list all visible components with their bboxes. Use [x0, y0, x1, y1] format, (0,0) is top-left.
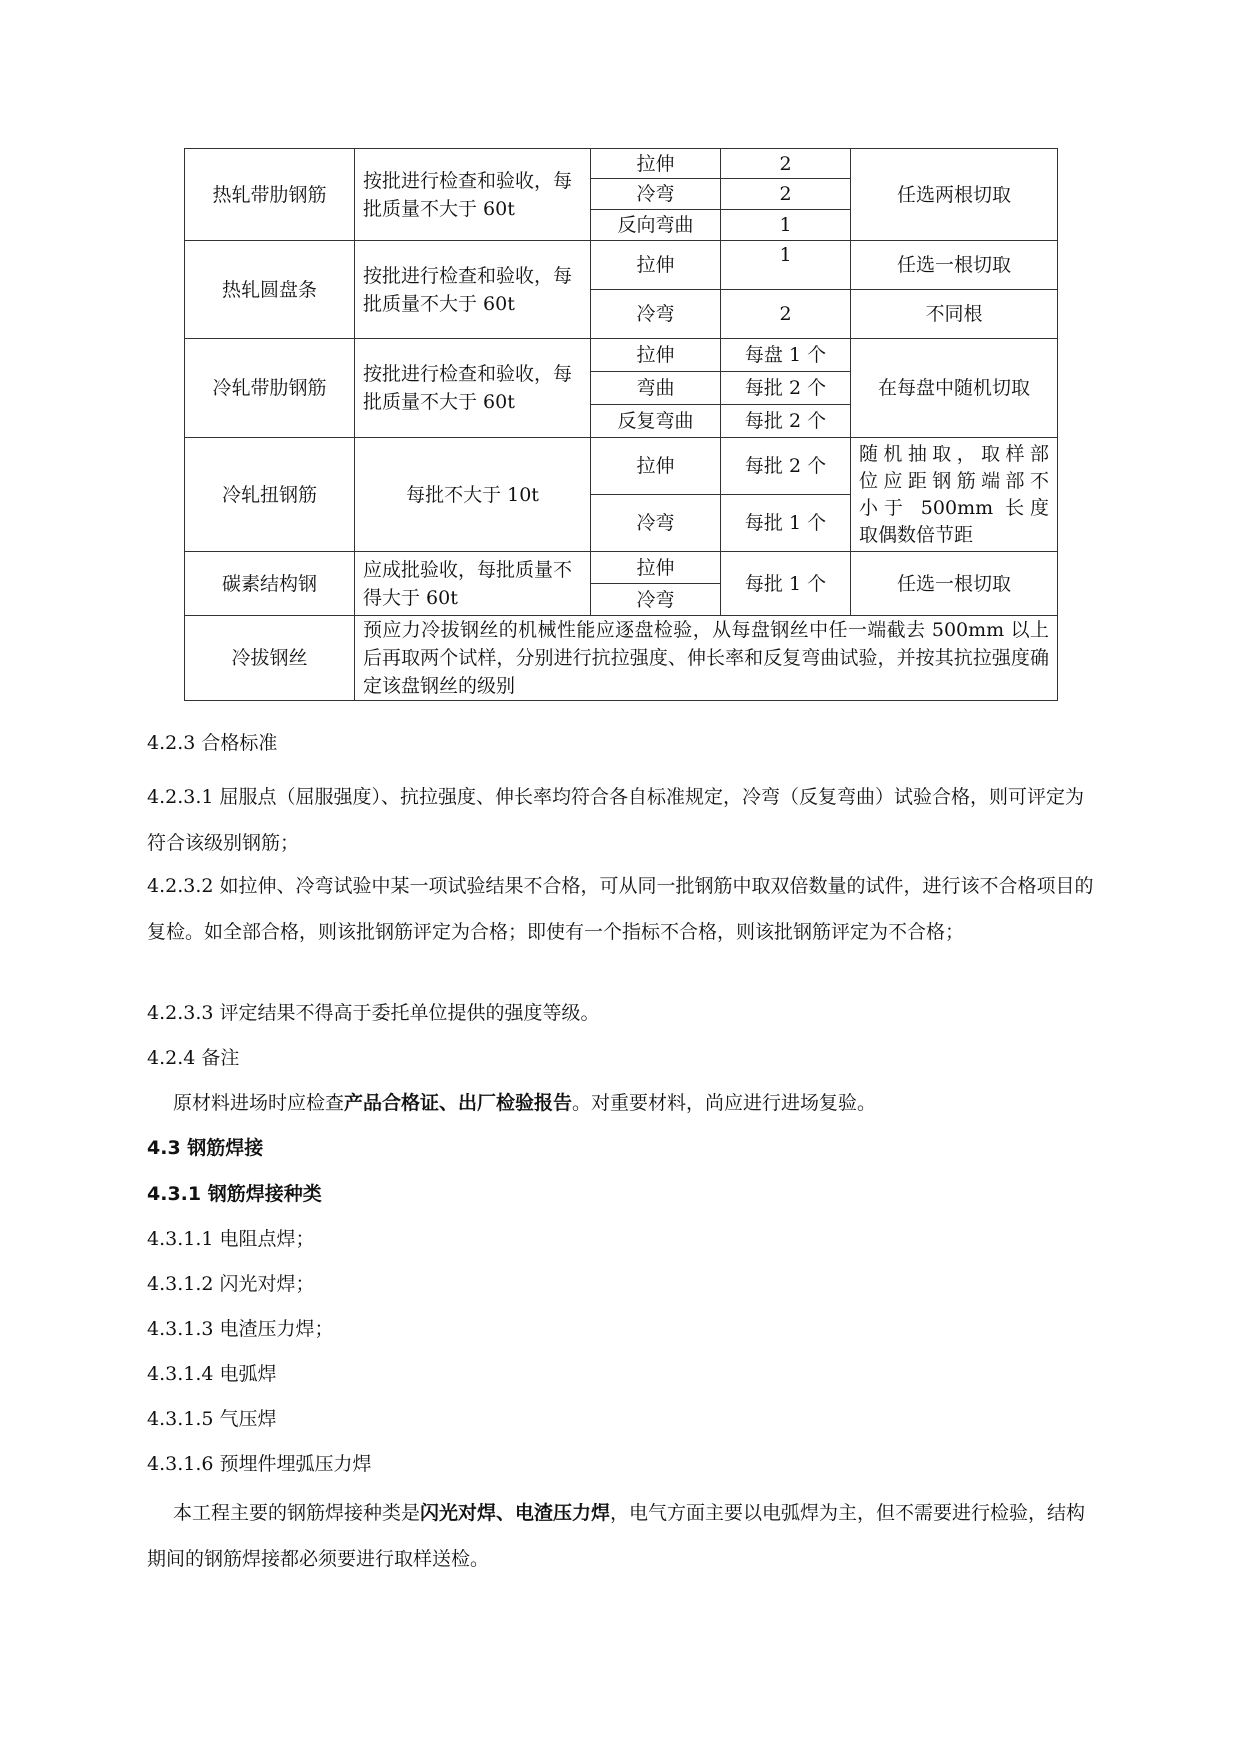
- summary-paragraph: [147, 1490, 1097, 1582]
- welding-type-item: 4.3.1.5 气压焊: [147, 1408, 277, 1430]
- method-line: 随机抽取，取样部: [859, 442, 1049, 465]
- welding-type-item: 4.3.1.3 电渣压力焊；: [147, 1318, 334, 1340]
- section-4-2-4-title: 4.2.4 备注: [147, 1047, 240, 1069]
- quantity-cell: 每盘 1 个: [721, 339, 851, 372]
- quantity-cell: 1: [721, 241, 851, 290]
- material-cell: 冷轧扭钢筋: [185, 438, 355, 552]
- material-cell: 冷轧带肋钢筋: [185, 339, 355, 438]
- summary-emphasis: 闪光对焊、电渣压力焊: [420, 1502, 611, 1524]
- quantity-cell: 1: [721, 210, 851, 241]
- test-item-cell: 反向弯曲: [591, 210, 721, 241]
- quantity-cell: 每批 2 个: [721, 438, 851, 495]
- test-item-cell: 拉伸: [591, 149, 721, 179]
- remark-emphasis: 产品合格证、出厂检验报告: [344, 1092, 573, 1114]
- note-cell: 预应力冷拔钢丝的机械性能应逐盘检验，从每盘钢丝中任一端截去 500mm 以上后再取两个试样，分别进行抗拉强度、伸长率和反复弯曲试验，并按其抗拉强度确定该盘钢丝的级别: [355, 616, 1058, 701]
- test-item-cell: 弯曲: [591, 372, 721, 405]
- material-cell: 热轧圆盘条: [185, 241, 355, 339]
- test-item-cell: 冷弯: [591, 290, 721, 339]
- quantity-cell: 2: [721, 149, 851, 179]
- test-item-cell: 冷弯: [591, 495, 721, 552]
- section-4-2-3-title: 4.2.3 合格标准: [147, 732, 278, 754]
- clause-4-2-3-1: 4.2.3.1 屈服点（屈服强度）、抗拉强度、伸长率均符合各自标准规定，冷弯（反复弯曲）试验合格，则可评定为符合该级别钢筋；: [147, 786, 1085, 854]
- quantity-cell: 每批 1 个: [721, 495, 851, 552]
- sampling-method-cell: 任选一根切取: [851, 241, 1058, 290]
- batch-rule-cell: 应成批验收，每批质量不得大于 60t: [355, 552, 591, 616]
- welding-type-item: 4.3.1.6 预埋件埋弧压力焊: [147, 1453, 372, 1475]
- batch-rule-cell: 按批进行检查和验收，每批质量不大于 60t: [355, 339, 591, 438]
- quantity-cell: 2: [721, 290, 851, 339]
- test-item-cell: 反复弯曲: [591, 405, 721, 438]
- clause-4-2-3-3: 4.2.3.3 评定结果不得高于委托单位提供的强度等级。: [147, 1002, 600, 1024]
- sampling-method-cell: 不同根: [851, 290, 1058, 339]
- batch-rule-cell: 每批不大于 10t: [355, 438, 591, 552]
- clause-4-2-3-2: 4.2.3.2 如拉伸、冷弯试验中某一项试验结果不合格，可从同一批钢筋中取双倍数量的试件，进行该不合格项目的复检。如全部合格，则该批钢筋评定为合格；即使有一个指标不合格，则该批钢筋评定为不合格；: [147, 875, 1094, 943]
- material-cell: 冷拔钢丝: [185, 616, 355, 701]
- remark-paragraph: [147, 1089, 1097, 1117]
- sampling-method-cell: 任选一根切取: [851, 552, 1058, 616]
- remark-text: 原材料进场时应检查: [173, 1092, 345, 1114]
- batch-rule-cell: 按批进行检查和验收，每批质量不大于 60t: [355, 241, 591, 339]
- material-cell: 碳素结构钢: [185, 552, 355, 616]
- method-line: 小于 500mm 长度: [859, 496, 1049, 519]
- test-item-cell: 拉伸: [591, 438, 721, 495]
- quantity-cell: 每批 2 个: [721, 405, 851, 438]
- sampling-method-cell: [851, 438, 1058, 552]
- section-4-3-heading: 4.3 钢筋焊接: [147, 1137, 264, 1159]
- batch-rule-cell: 按批进行检查和验收，每批质量不大于 60t: [355, 149, 591, 241]
- summary-text: 本工程主要的钢筋焊接种类是: [173, 1502, 421, 1524]
- test-item-cell: 拉伸: [591, 339, 721, 372]
- quantity-cell: 每批 1 个: [721, 552, 851, 616]
- welding-type-item: 4.3.1.2 闪光对焊；: [147, 1273, 315, 1295]
- test-item-cell: 冷弯: [591, 179, 721, 210]
- summary-text-end: ，电气方面主要以电弧焊为主，但不需要进行检验，结构期间的钢筋焊接都必须要进行取样送检。: [147, 1502, 1086, 1570]
- method-line: 位应距钢筋端部不: [859, 469, 1049, 492]
- welding-type-item: 4.3.1.4 电弧焊: [147, 1363, 277, 1385]
- material-cell: 热轧带肋钢筋: [185, 149, 355, 241]
- welding-type-item: 4.3.1.1 电阻点焊；: [147, 1228, 315, 1250]
- sampling-method-cell: 在每盘中随机切取: [851, 339, 1058, 438]
- sampling-method-cell: 任选两根切取: [851, 149, 1058, 241]
- test-item-cell: 冷弯: [591, 584, 721, 616]
- section-4-3-1-heading: 4.3.1 钢筋焊接种类: [147, 1183, 322, 1205]
- test-item-cell: 拉伸: [591, 552, 721, 584]
- remark-text-end: 。对重要材料，尚应进行进场复验。: [572, 1092, 877, 1114]
- method-line: 取偶数倍节距: [859, 523, 974, 546]
- test-item-cell: 拉伸: [591, 241, 721, 290]
- quantity-cell: 2: [721, 179, 851, 210]
- sampling-table: [184, 148, 1058, 701]
- quantity-cell: 每批 2 个: [721, 372, 851, 405]
